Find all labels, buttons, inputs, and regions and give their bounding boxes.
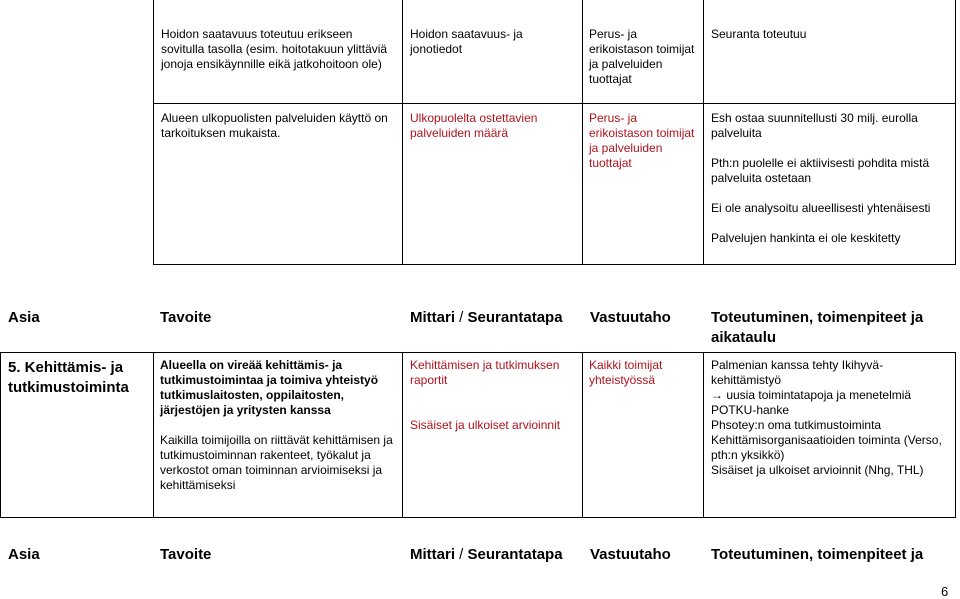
- table-cell-mittari: [410, 358, 578, 433]
- table-cell-toteutuminen: [711, 111, 951, 246]
- mittari-item: Sisäiset ja ulkoiset arvioinnit: [410, 418, 561, 432]
- list-item: Esh ostaa suunnitellusti 30 milj. eurolla palveluita: [711, 111, 918, 140]
- table-border: [955, 0, 956, 265]
- table-border: [955, 352, 956, 518]
- table-border: [703, 0, 704, 265]
- table-border: [703, 352, 704, 518]
- column-header-vastuutaho: Vastuutaho: [590, 546, 671, 563]
- table-cell-vastuu: Perus- ja erikoistason toimijat ja palveluiden tuottajat: [589, 111, 695, 170]
- list-item: Pth:n puolelle ei aktiivisesti pohdita mistä palveluita ostetaan: [711, 156, 930, 185]
- list-item: Kehittämisorganisaatioiden toiminta (Verso, pth:n yksikkö): [711, 433, 942, 462]
- table-cell-tavoite: [160, 358, 396, 493]
- tavoite-item: Kaikilla toimijoilla on riittävät kehittämisen ja tutkimustoiminnan rakenteet, työkalut ja verkostot oman toiminnan arvioimiseksi ja kehittämiseksi: [160, 433, 393, 492]
- table-border: [0, 352, 1, 518]
- list-item: Palmenian kanssa tehty Ikihyvä-kehittämistyö: [711, 358, 884, 387]
- table-border: [153, 352, 154, 518]
- table-cell-vastuu: Perus- ja erikoistason toimijat ja palveluiden tuottajat: [589, 27, 695, 86]
- table-cell-toteutuminen: Seuranta toteutuu: [711, 27, 807, 41]
- list-item: Palvelujen hankinta ei ole keskitetty: [711, 231, 901, 245]
- list-item: → uusia toimintatapoja ja menetelmiä: [711, 388, 912, 402]
- table-border: [0, 517, 956, 518]
- page-number: 6: [941, 584, 949, 599]
- table-cell-asia: 5. Kehittämis- ja tutkimustoiminta: [8, 359, 129, 396]
- table-border: [153, 103, 956, 104]
- list-item: POTKU-hanke: [711, 403, 790, 417]
- column-header-tavoite: Tavoite: [160, 309, 212, 326]
- table-cell-mittari: Ulkopuolelta ostettavien palveluiden määrä: [410, 111, 538, 140]
- column-header-mittari: Mittari / Seurantatapa: [410, 309, 563, 326]
- mittari-item: Kehittämisen ja tutkimuksen raportit: [410, 358, 560, 387]
- table-cell-mittari: Hoidon saatavuus- ja jonotiedot: [410, 27, 523, 56]
- table-border: [582, 352, 583, 518]
- table-border: [153, 264, 956, 265]
- column-header-tavoite: Tavoite: [160, 546, 212, 563]
- table-border: [153, 0, 154, 265]
- table-border: [0, 352, 956, 353]
- column-header-toteutuminen: Toteutuminen, toimenpiteet ja aikataulu: [711, 309, 924, 346]
- column-header-toteutuminen: Toteutuminen, toimenpiteet ja: [711, 546, 924, 563]
- table-cell-toteutuminen: [711, 358, 953, 478]
- table-cell-asia: Alueen ulkopuolisten palveluiden käyttö on tarkoituksen mukaista.: [161, 111, 388, 140]
- list-item: Ei ole analysoitu alueellisesti yhtenäisesti: [711, 201, 931, 215]
- column-header-asia: Asia: [8, 309, 40, 326]
- column-header-asia: Asia: [8, 546, 40, 563]
- table-border: [402, 352, 403, 518]
- tavoite-item: Alueella on vireää kehittämis- ja tutkimustoimintaa ja toimiva yhteistyö tutkimuslaitosten, oppilaitosten, järjestöjen ja yritysten kanssa: [160, 358, 379, 417]
- list-item: Sisäiset ja ulkoiset arvioinnit (Nhg, THL): [711, 463, 924, 477]
- table-cell-vastuu: Kaikki toimijat yhteistyössä: [589, 358, 663, 387]
- table-cell-asia: Hoidon saatavuus toteutuu erikseen sovitulla tasolla (esim. hoitotakuun ylittäviä jonoja ensikäynnille eikä jatkohoitoon ole): [161, 27, 388, 71]
- table-border: [582, 0, 583, 265]
- list-item: Phsotey:n oma tutkimustoiminta: [711, 418, 882, 432]
- column-header-vastuutaho: Vastuutaho: [590, 309, 671, 326]
- table-border: [402, 0, 403, 265]
- column-header-mittari: Mittari / Seurantatapa: [410, 546, 563, 563]
